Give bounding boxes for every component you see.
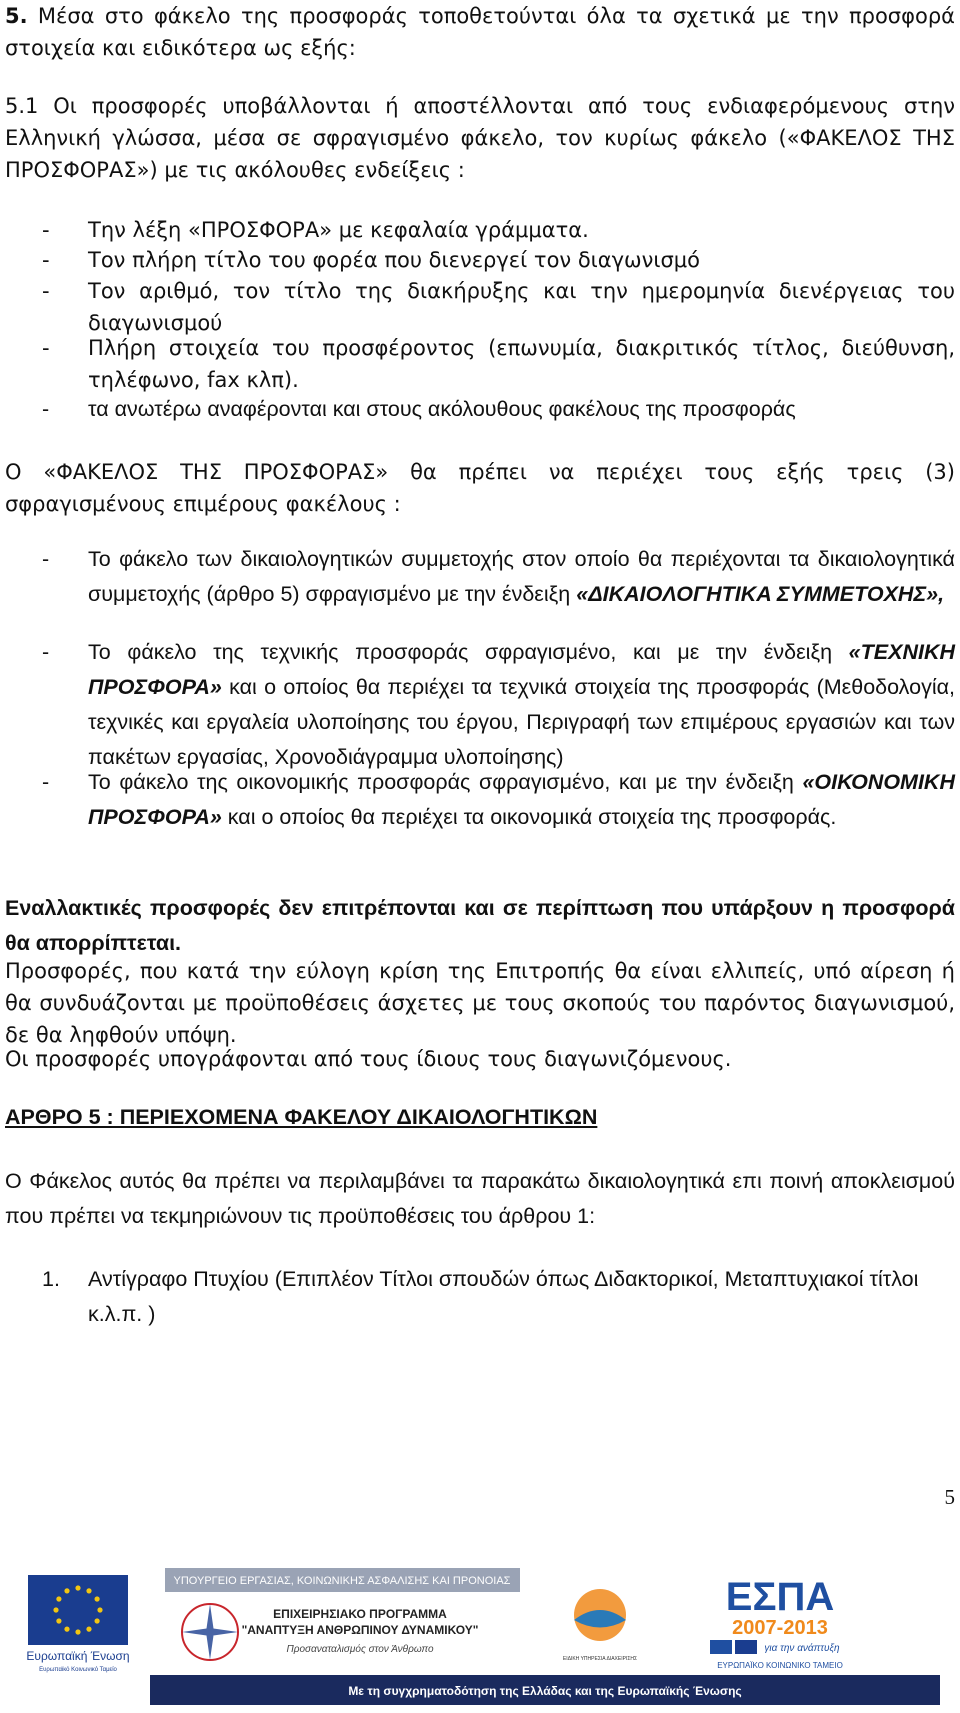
alternative-offers-notice: Εναλλακτικές προσφορές δεν επιτρέπονται και σε περίπτωση που υπάρξουν η προσφορά θα απορρίπτεται. [5,896,955,955]
funding-logos-banner [20,1560,940,1710]
eu-flag-small-icon [735,1640,757,1654]
list-item-text: Την λέξη «ΠΡΟΣΦΟΡΑ» με κεφαλαία γράμματα. [88,218,589,242]
signature-paragraph: Οι προσφορές υπογράφονται από τους ίδιους τους διαγωνιζόμενους. [5,1047,732,1071]
incomplete-offers-paragraph: Προσφορές, που κατά την εύλογη κρίση της Επιτροπής θα είναι ελλιπείς, υπό αίρεση ή θα συνδυάζονται με προϋποθέσεις άσχετες με τους σκοπούς του παρόντος διαγωνισμού, δε θα ληφθούν υπόψη. [5,959,955,1047]
eu-star-icon [75,1585,80,1590]
program-slogan: Προσαναταλισμός στον Άνθρωπο [286,1644,434,1655]
ministry-label: ΥΠΟΥΡΓΕΙΟ ΕΡΓΑΣΙΑΣ, ΚΟΙΝΩΝΙΚΗΣ ΑΣΦΑΛΙΣΗΣ ΚΑΙ ΠΡΟΝΟΙΑΣ [173,1575,511,1587]
list-item-text: τα ανωτέρω αναφέρονται και στους ακόλουθους φακέλους της προσφοράς [88,397,796,421]
list-item-emphasis: «ΤΕΧΝΙΚΗ ΠΡΟΣΦΟΡΑ» [88,640,955,699]
item-number: 1. [42,1267,60,1291]
list-item-text: Πλήρη στοιχεία του προσφέροντος (επωνυμία, διακριτικός τίτλος, διεύθυνση, τηλέφωνο, fax κλπ). [88,336,955,392]
list-item [42,275,955,339]
eu-flag-logo [26,1575,129,1673]
eu-star-icon [86,1627,91,1632]
list-item [42,332,955,396]
list-item [42,214,955,246]
list-item [42,765,955,870]
espa-title: ΕΣΠΑ [725,1575,835,1619]
program-name: "ΑΝΑΠΤΥΞΗ ΑΝΘΡΩΠΙΝΟΥ ΔΥΝΑΜΙΚΟΥ" [241,1623,479,1637]
section-5-number: 5. [5,4,28,28]
eu-star-icon [97,1607,102,1612]
list-dash: - [42,770,50,794]
eu-label: Ευρωπαϊκή Ένωση [26,1649,130,1663]
eu-star-icon [95,1618,100,1623]
list-item-text: Το φάκελο της τεχνικής προσφοράς σφραγισμένο, και με την ένδειξη [88,640,849,664]
list-item-text: και ο οποίος θα περιέχει τα τεχνικά στοιχεία της προσφοράς (Μεθοδολογία, τεχνικές και εργαλεία υλοποίησης του έργου, Περιγραφή των επιμέρους εργασιών και των πακέτων εργασίας, Χρονοδιάγραμμα υλοποίησης) [88,675,955,769]
list-dash: - [42,397,50,421]
espa-logo [710,1575,843,1670]
list-item-emphasis: «ΟΙΚΟΝΟΜΙΚΗ ΠΡΟΣΦΟΡΑ» [88,770,955,829]
eu-star-icon [53,1607,58,1612]
eu-sub-label: Ευρωπαϊκό Κοινωνικό Ταμείο [39,1667,117,1673]
list-item-text: και ο οποίος θα περιέχει τα οικονομικά στοιχεία της προσφοράς. [221,805,837,829]
eu-star-icon [86,1588,91,1593]
managing-authority-logo [563,1589,637,1662]
section-5-text: Μέσα στο φάκελο της προσφοράς τοποθετούνται όλα τα σχετικά με την προσφορά στοιχεία και ειδικότερα ως εξής: [5,4,955,60]
espa-fund: ΕΥΡΩΠΑΪΚΟ ΚΟΙΝΩΝΙΚΟ ΤΑΜΕΙΟ [717,1661,843,1670]
list-item [42,392,955,427]
list-dash: - [42,248,50,272]
eu-star-icon [56,1618,61,1623]
page-number: 5 [944,1485,955,1509]
numbered-item-text: Αντίγραφο Πτυχίου (Επιπλέον Τίτλοι σπουδών όπως Διδακτορικοί, Μεταπτυχιακοί τίτλοι κ.λ.π. ) [88,1267,919,1326]
article-5-intro: Ο Φάκελος αυτός θα πρέπει να περιλαμβάνει τα παρακάτω δικαιολογητικά επι ποινή αποκλεισμού που πρέπει να τεκμηριώνουν τις προϋποθέσεις του άρθρου 1: [5,1169,955,1228]
paragraph-5-1: 5.1 Οι προσφορές υποβάλλονται ή αποστέλλονται από τους ενδιαφερόμενους στην Ελληνική γλώσσα, μέσα σε σφραγισμένο φάκελο, τον κυρίως φάκελο («ΦΑΚΕΛΟΣ ΤΗΣ ΠΡΟΣΦΟΡΑΣ») με τις ακόλουθες ενδείξεις : [5,94,955,182]
eu-star-icon [95,1596,100,1601]
numbered-item [42,1262,955,1337]
operational-programme-logo [165,1568,520,1660]
cofund-label: Με τη συγχρηματοδότηση της Ελλάδας και της Ευρωπαϊκής Ένωσης [348,1684,742,1698]
article-5-heading: ΑΡΘΡΟ 5 : ΠΕΡΙΕΧΟΜΕΝΑ ΦΑΚΕΛΟΥ ΔΙΚΑΙΟΛΟΓΗΤΙΚΩΝ [5,1105,598,1129]
espa-years: 2007-2013 [732,1617,828,1639]
list-dash: - [42,336,50,360]
list-dash: - [42,547,50,571]
eu-star-icon [56,1596,61,1601]
list-item [42,542,955,642]
list-item-text: Το φάκελο των δικαιολογητικών συμμετοχής στον οποίο θα περιέχονται τα δικαιολογητικά συμμετοχής (άρθρο 5) σφραγισμένο με την ένδειξη [88,547,955,606]
list-dash: - [42,279,50,303]
managing-authority-label: ΕΙΔΙΚΗ ΥΠΗΡΕΣΙΑ ΔΙΑΧΕΙΡΙΣΗΣ [562,1656,638,1662]
list-item-text: Τον πλήρη τίτλο του φορέα που διενεργεί τον διαγωνισμό [88,248,700,272]
list-item-text: Το φάκελο της οικονομικής προσφοράς σφραγισμένο, και με την ένδειξη [88,770,803,794]
espa-slogan: για την ανάπτυξη [764,1643,840,1654]
eu-star-icon [64,1627,69,1632]
eu-star-icon [75,1629,80,1634]
list-item-text: Τον αριθμό, τον τίτλο της διακήρυξης και την ημερομηνία διενέργειας του διαγωνισμού [88,279,955,335]
list-item-emphasis: «ΔΙΚΑΙΟΛΟΓΗΤΙΚΑ ΣΥΜΜΕΤΟΧΗΣ», [576,582,945,606]
paragraph-fakelos: Ο «ΦΑΚΕΛΟΣ ΤΗΣ ΠΡΟΣΦΟΡΑΣ» θα πρέπει να περιέχει τους εξής τρεις (3) σφραγισμένους επιμέρους φακέλους : [5,460,955,516]
list-dash: - [42,640,50,664]
section-5-intro [5,0,955,64]
program-title: ΕΠΙΧΕΙΡΗΣΙΑΚΟ ΠΡΟΓΡΑΜΜΑ [273,1607,447,1621]
list-dash: - [42,218,50,242]
greek-flag-icon [710,1640,732,1654]
list-item [42,635,955,775]
eu-star-icon [64,1588,69,1593]
list-item [42,244,955,276]
